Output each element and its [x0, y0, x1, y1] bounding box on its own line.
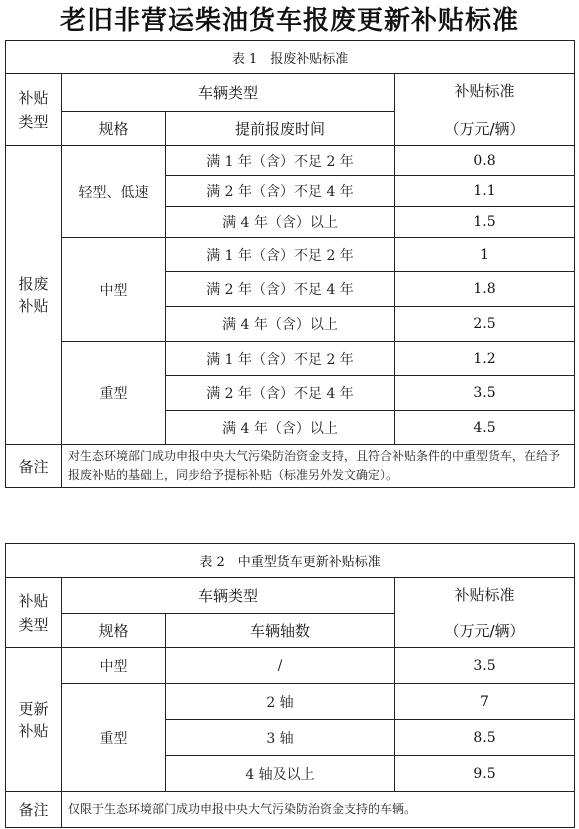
- spec-cell: 重型: [62, 684, 166, 792]
- time-cell: 满 2 年（含）不足 4 年: [166, 176, 395, 207]
- category-cell: [6, 648, 62, 792]
- spec-cell: 重型: [62, 342, 166, 445]
- spec-cell: 中型: [62, 238, 166, 342]
- renewal-subsidy-table: [5, 543, 575, 828]
- table2-caption: 表 2 中重型货车更新补贴标准: [6, 544, 575, 578]
- subsidy-type-label: 补贴 类型: [18, 591, 49, 634]
- axle-cell: 3 轴: [166, 720, 395, 756]
- time-cell: 满 1 年（含）不足 2 年: [166, 146, 395, 176]
- value-cell: 1.8: [395, 272, 575, 307]
- spec-cell: 中型: [62, 648, 166, 684]
- axle-cell: /: [166, 648, 395, 684]
- unit-label: （万元/辆）: [444, 622, 525, 640]
- early-scrap-time-header: 提前报废时间: [166, 112, 395, 146]
- value-cell: 1: [395, 238, 575, 272]
- subsidy-type-label: 补贴 类型: [18, 88, 49, 131]
- axle-count-header: 车辆轴数: [166, 614, 395, 648]
- axle-cell: 4 轴及以上: [166, 756, 395, 792]
- axle-cell: 2 轴: [166, 684, 395, 720]
- value-cell: 4.5: [395, 411, 575, 445]
- time-cell: 满 2 年（含）不足 4 年: [166, 376, 395, 411]
- time-cell: 满 1 年（含）不足 2 年: [166, 238, 395, 272]
- value-cell: 9.5: [395, 756, 575, 792]
- time-cell: 满 4 年（含）以上: [166, 207, 395, 238]
- time-cell: 满 4 年（含）以上: [166, 307, 395, 342]
- note-text: 仅限于生态环境部门成功申报中央大气污染防治资金支持的车辆。: [62, 792, 575, 828]
- value-cell: 3.5: [395, 376, 575, 411]
- value-cell: 1.1: [395, 176, 575, 207]
- standard-label: 补贴标准: [454, 586, 515, 604]
- value-cell: 1.5: [395, 207, 575, 238]
- subsidy-standard-header: [395, 74, 575, 146]
- spec-header: 规格: [62, 112, 166, 146]
- value-cell: 3.5: [395, 648, 575, 684]
- page-title: 老旧非营运柴油货车报废更新补贴标准: [59, 6, 519, 36]
- note-label: 备注: [6, 792, 62, 828]
- value-cell: 2.5: [395, 307, 575, 342]
- spec-cell: 轻型、低速: [62, 146, 166, 238]
- subsidy-type-header: [6, 578, 62, 648]
- note-label: 备注: [6, 445, 62, 488]
- value-cell: 7: [395, 684, 575, 720]
- value-cell: 0.8: [395, 146, 575, 176]
- unit-label: （万元/辆）: [444, 120, 525, 138]
- spec-header: 规格: [62, 614, 166, 648]
- time-cell: 满 1 年（含）不足 2 年: [166, 342, 395, 376]
- subsidy-type-header: [6, 74, 62, 146]
- table1-caption: 表 1 报废补贴标准: [6, 41, 575, 74]
- subsidy-standard-header: [395, 578, 575, 648]
- standard-label: 补贴标准: [454, 82, 515, 100]
- vehicle-type-header: 车辆类型: [62, 74, 395, 112]
- value-cell: 8.5: [395, 720, 575, 756]
- note-text: 对生态环境部门成功申报中央大气污染防治资金支持，且符合补贴条件的中重型货车，在给予报废补贴的基础上，同步给予提标补贴（标准另外发文确定）。: [62, 445, 575, 488]
- category-label: 更新 补贴: [18, 699, 49, 740]
- category-cell: [6, 146, 62, 445]
- time-cell: 满 2 年（含）不足 4 年: [166, 272, 395, 307]
- value-cell: 1.2: [395, 342, 575, 376]
- scrap-subsidy-table: [5, 40, 575, 488]
- category-label: 报废 补贴: [18, 275, 49, 315]
- time-cell: 满 4 年（含）以上: [166, 411, 395, 445]
- vehicle-type-header: 车辆类型: [62, 578, 395, 614]
